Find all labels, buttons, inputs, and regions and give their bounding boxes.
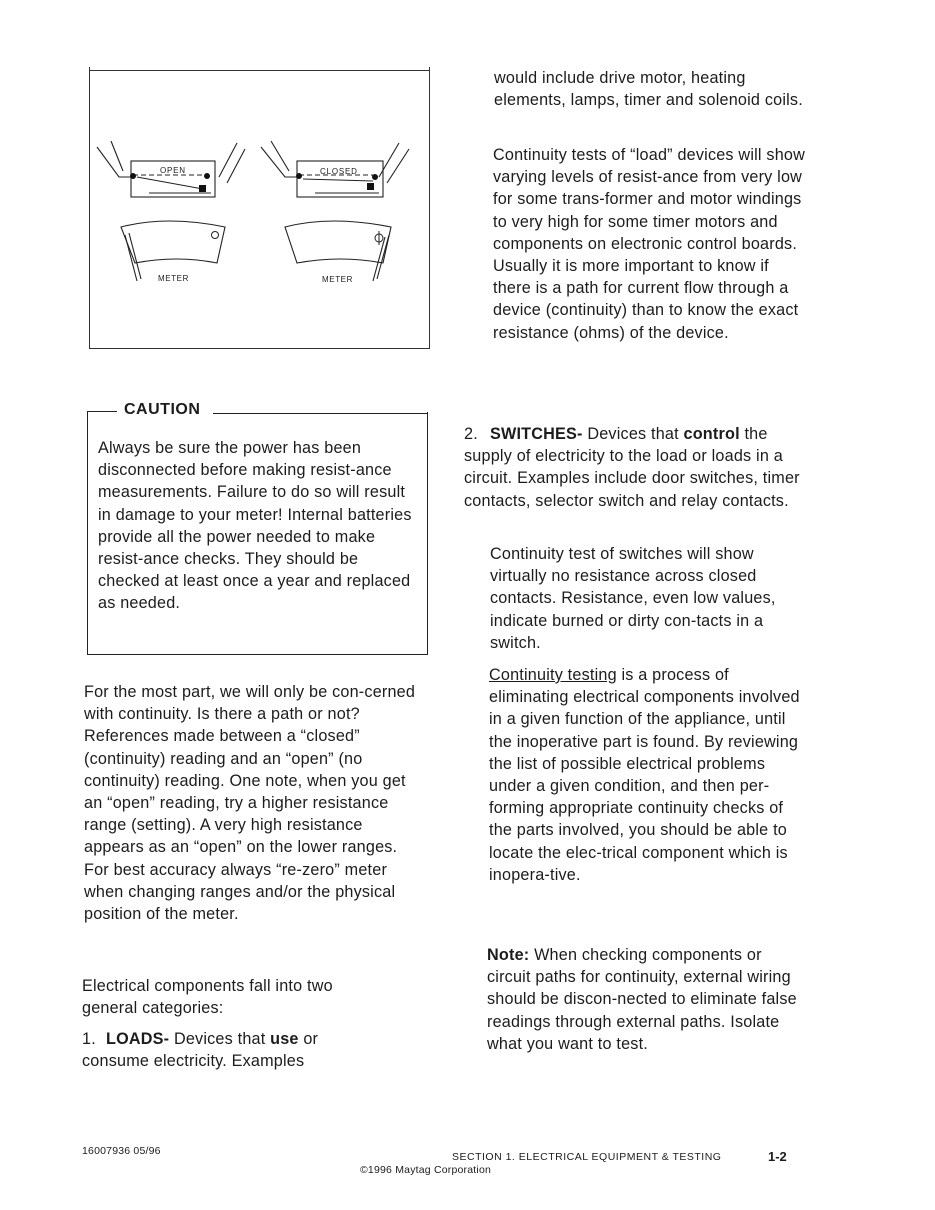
switches-item: 2. SWITCHES- Devices that control the supply of electricity to the load or loads in a circuit. Examples include door switches, timer contacts, selector switch and relay contacts. <box>464 425 800 510</box>
categories-paragraph: Electrical components fall into two general categories: <box>82 977 333 1018</box>
caution-text: Always be sure the power has been disconnected before making resist-ance measurements. Failure to do so will result in damage to your meter! Internal batteries provide all the power needed to make resist-ance checks. They should be checked at least once a year and replaced as needed. <box>98 439 412 613</box>
continuity-paragraph: For the most part, we will only be con-cerned with continuity. Is there a path or not? References made between a “closed” (continuity) reading and an “open” (no continuity) reading. One note, when you get an “open” reading, try a higher resistance range (setting). A very high resistance appears as an “open” on the lower ranges. For best accuracy always “re-zero” meter when changing ranges and/or the physical position of the meter. <box>84 683 416 924</box>
loads-continued: would include drive motor, heating elements, lamps, timer and solenoid coils. <box>494 69 803 110</box>
loads-use: use <box>270 1030 299 1048</box>
loads-number: 1. <box>82 1030 96 1048</box>
closed-label: CLOSED <box>320 167 358 176</box>
section-title: SECTION 1. ELECTRICAL EQUIPMENT & TESTING <box>452 1151 722 1163</box>
note-label: Note: <box>487 946 530 964</box>
meter-left-label: METER <box>158 274 189 283</box>
meter-right-label: METER <box>322 275 353 284</box>
switches-term: SWITCHES- <box>490 425 583 443</box>
load-tests-paragraph: Continuity tests of “load” devices will show varying levels of resist-ance from very low for some trans-former and motor windings to very high for some timer motors and components on electronic control boards. Usually it is more important to know if there is a path for current flow through a device (continuity) than to know the exact resistance (ohms) of the device. <box>493 146 805 342</box>
continuity-diagram <box>89 67 429 349</box>
switches-control: control <box>683 425 740 443</box>
page-number: 1-2 <box>768 1149 787 1164</box>
continuity-testing-term: Continuity testing <box>489 666 617 684</box>
switches-number: 2. <box>464 425 478 443</box>
caution-title: CAUTION <box>124 401 201 418</box>
copyright: ©1996 Maytag Corporation <box>360 1164 492 1176</box>
loads-term: LOADS- <box>106 1030 170 1048</box>
continuity-testing-paragraph: Continuity testing is a process of eliminating electrical components involved in a given function of the appliance, until the inoperative part is found. By reviewing the list of possible electrical problems under a given condition, and then per-forming appropriate continuity checks of the parts involved, you should be able to locate the elec-trical component which is inopera-tive. <box>489 666 800 884</box>
note-paragraph: Note: When checking components or circuit paths for continuity, external wiring should be discon-nected to eliminate false readings through external paths. Isolate what you want to test. <box>487 946 797 1053</box>
switch-tests-paragraph: Continuity test of switches will show virtually no resistance across closed contacts. Resistance, even low values, indicate burned or dirty con-tacts in a switch. <box>490 545 776 652</box>
open-label: OPEN <box>160 166 186 175</box>
doc-number: 16007936 05/96 <box>82 1145 161 1157</box>
loads-item: 1. LOADS- Devices that use or consume electricity. Examples <box>82 1030 319 1071</box>
